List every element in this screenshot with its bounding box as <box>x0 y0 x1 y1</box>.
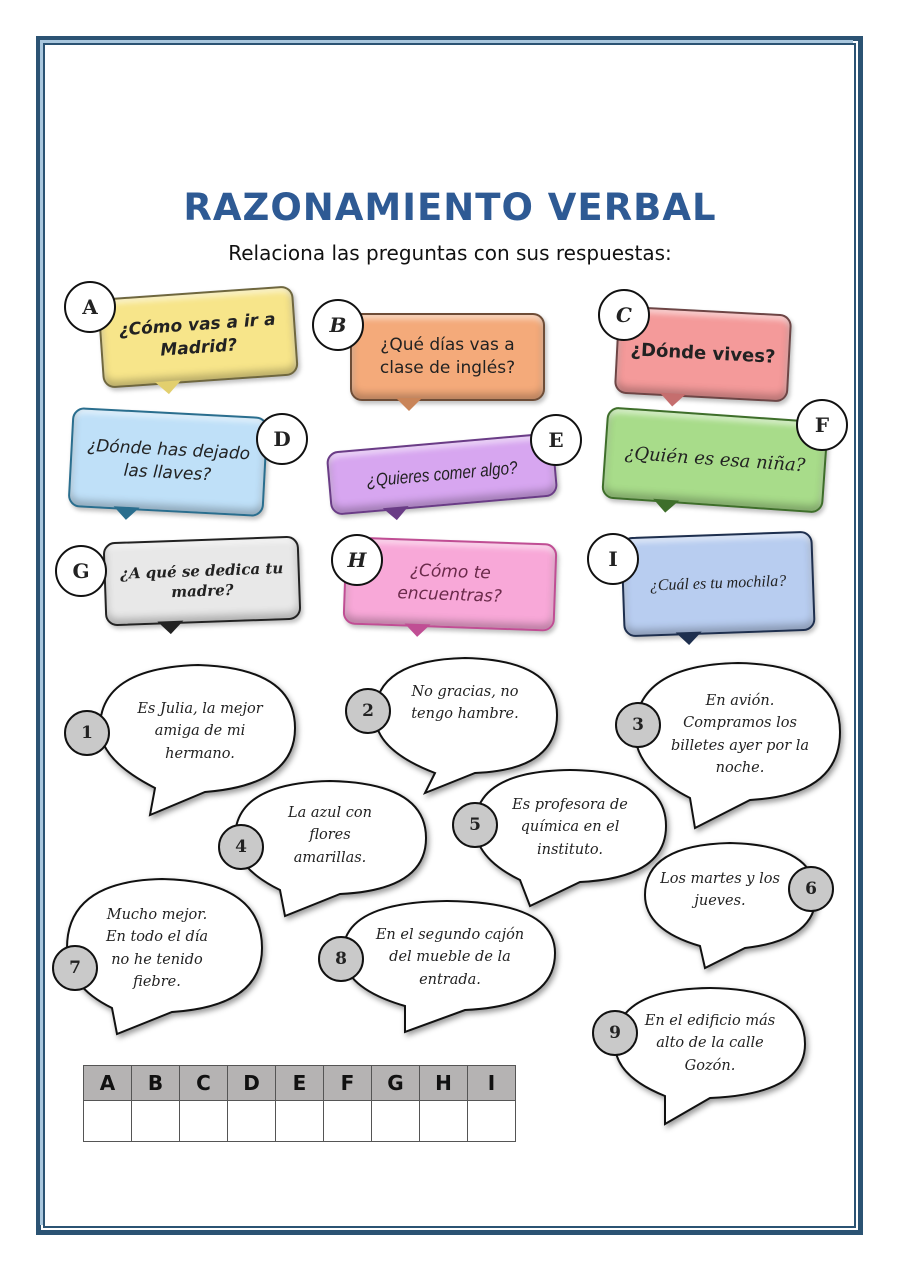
question-text: ¿Qué días vas a clase de inglés? <box>379 335 516 378</box>
question-badge-i: I <box>587 533 639 585</box>
answer-number-9: 9 <box>592 1010 638 1056</box>
bubble-tail <box>676 632 702 646</box>
answer-cell-a[interactable] <box>84 1101 132 1142</box>
bubble-tail <box>155 380 182 395</box>
answer-number-7: 7 <box>52 945 98 991</box>
question-badge-g: G <box>55 545 107 597</box>
answer-table-header-g: G <box>372 1066 420 1101</box>
answer-table-header-f: F <box>324 1066 372 1101</box>
question-badge-c: C <box>598 289 650 341</box>
answer-text: En el segundo cajón del mueble de la entrada. <box>375 927 525 988</box>
answer-bubble-9 <box>610 986 810 1126</box>
answer-text: No gracias, no tengo hambre. <box>411 684 519 723</box>
question-badge-h: H <box>331 534 383 586</box>
bubble-tail <box>396 398 422 411</box>
answer-text: La azul con flores amarillas. <box>288 805 372 866</box>
question-text: ¿Cómo vas a ir a Madrid? <box>118 309 277 361</box>
question-badge-d: D <box>256 413 308 465</box>
answer-bubble-8 <box>335 898 560 1033</box>
bubble-tail <box>113 506 140 520</box>
answer-table-header-i: I <box>468 1066 516 1101</box>
answer-cell-g[interactable] <box>372 1101 420 1142</box>
answer-text: Mucho mejor. En todo el día no he tenido fiebre. <box>105 907 209 991</box>
answer-table-header-e: E <box>276 1066 324 1101</box>
answer-number-2: 2 <box>345 688 391 734</box>
answer-number-8: 8 <box>318 936 364 982</box>
bubble-tail <box>404 623 430 637</box>
answer-text: En el edificio más alto de la calle Gozón. <box>644 1013 776 1074</box>
question-text: ¿Cómo te encuentras? <box>397 560 503 607</box>
question-card-i <box>620 531 815 638</box>
worksheet-instruction: Relaciona las preguntas con sus respuestas: <box>228 241 672 265</box>
bubble-tail <box>659 393 686 407</box>
question-card-f <box>601 406 829 513</box>
question-badge-e: E <box>530 414 582 466</box>
bubble-tail <box>383 506 410 521</box>
answer-table-header-h: H <box>420 1066 468 1101</box>
answer-cell-b[interactable] <box>132 1101 180 1142</box>
answer-text: En avión. Compramos los billetes ayer por la noche. <box>670 693 810 777</box>
answer-cell-i[interactable] <box>468 1101 516 1142</box>
answer-table-header-d: D <box>228 1066 276 1101</box>
bubble-tail <box>652 499 679 514</box>
question-text: ¿Quién es esa niña? <box>624 442 807 477</box>
question-text: ¿Dónde has dejado las llaves? <box>86 435 251 486</box>
question-text: ¿Dónde vives? <box>630 339 776 368</box>
question-card-a <box>97 285 299 388</box>
answer-table-input-row <box>84 1101 516 1142</box>
answer-cell-d[interactable] <box>228 1101 276 1142</box>
question-badge-a: A <box>64 281 116 333</box>
answer-cell-f[interactable] <box>324 1101 372 1142</box>
answer-text: Los martes y los jueves. <box>660 871 780 910</box>
question-text: ¿Cuál es tu mochila? <box>649 572 787 595</box>
answer-bubble-6 <box>640 840 820 970</box>
answer-number-6: 6 <box>788 866 834 912</box>
answer-table-header-row <box>84 1066 516 1101</box>
question-text: ¿A qué se dedica tu madre? <box>119 558 284 602</box>
answer-text: Es Julia, la mejor amiga de mi hermano. <box>137 701 263 762</box>
answer-table-header-b: B <box>132 1066 180 1101</box>
question-card-d <box>68 407 269 517</box>
answer-number-3: 3 <box>615 702 661 748</box>
answer-table-header-c: C <box>180 1066 228 1101</box>
answer-table-header-a: A <box>84 1066 132 1101</box>
question-card-b <box>350 313 545 401</box>
answer-number-5: 5 <box>452 802 498 848</box>
answer-number-1: 1 <box>64 710 110 756</box>
answer-number-4: 4 <box>218 824 264 870</box>
question-badge-b: B <box>312 299 364 351</box>
answer-cell-c[interactable] <box>180 1101 228 1142</box>
worksheet-title: RAZONAMIENTO VERBAL <box>183 186 717 229</box>
answer-cell-e[interactable] <box>276 1101 324 1142</box>
question-badge-f: F <box>796 399 848 451</box>
answer-text: Es profesora de química en el instituto. <box>512 797 628 858</box>
question-text: ¿Quieres comer algo? <box>365 457 519 491</box>
bubble-tail <box>157 621 183 635</box>
answer-cell-h[interactable] <box>420 1101 468 1142</box>
question-card-g <box>103 536 302 627</box>
answer-table <box>83 1065 516 1142</box>
